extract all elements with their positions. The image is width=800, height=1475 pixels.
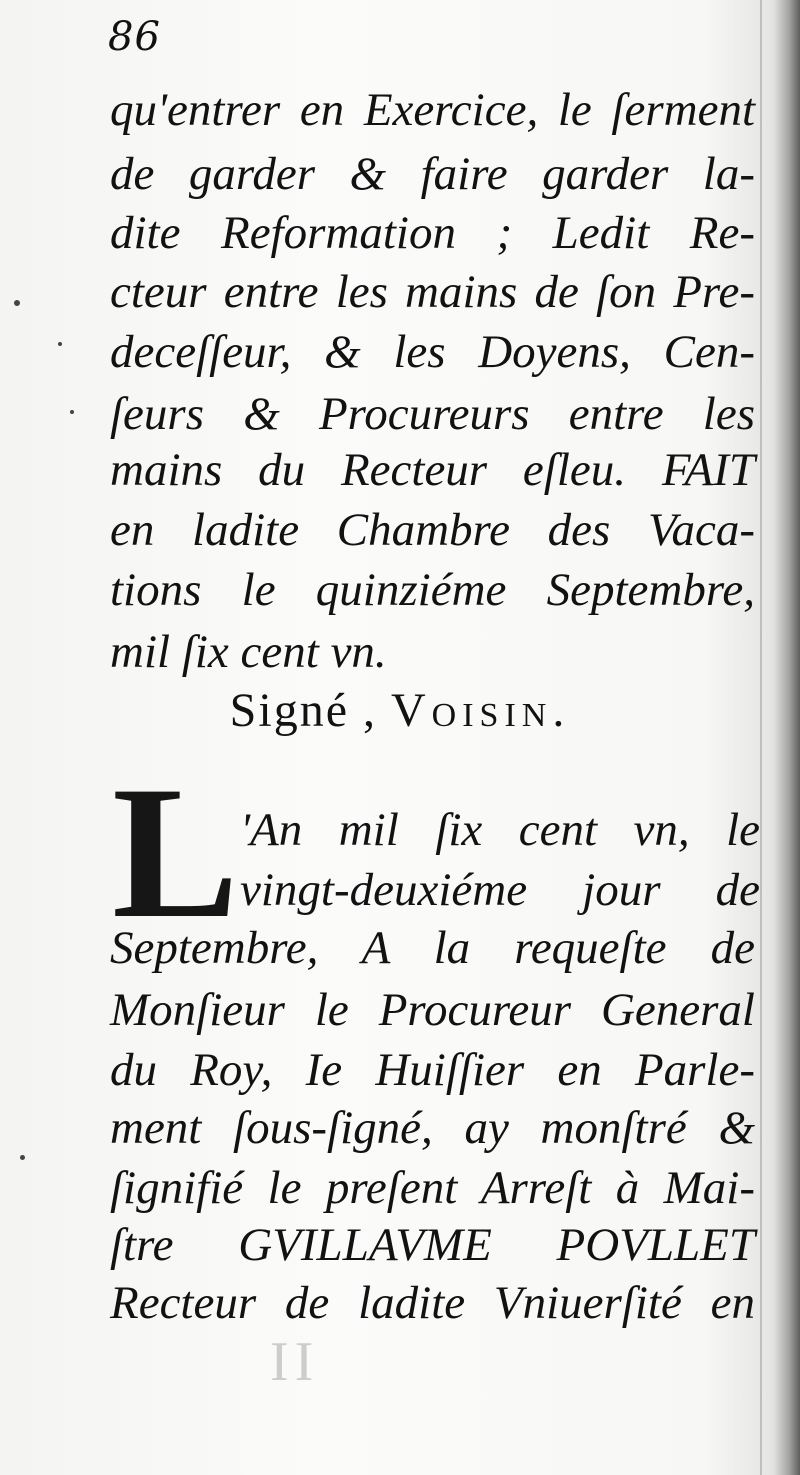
text-line: dite Reformation ; Ledit Re- — [110, 207, 755, 259]
text-line: 'An mil ſix cent vn, le — [240, 804, 760, 856]
bleed-through-text: II — [270, 1331, 320, 1393]
text-line: mains du Recteur eſleu. FAIT — [110, 444, 755, 496]
text-line: mil ſix cent vn. — [110, 626, 387, 678]
text-line: ſeurs & Procureurs entre les — [110, 388, 755, 440]
text-line: Septembre, A la requeſte de — [110, 922, 755, 974]
signature-prefix: Signé , — [229, 684, 377, 737]
ink-speck — [58, 342, 62, 346]
ink-speck — [70, 410, 74, 414]
drop-cap: L — [112, 748, 239, 958]
text-line: du Roy, Ie Huiſſier en Parle- — [110, 1044, 755, 1096]
text-line: ment ſous-ſigné, ay monſtré & — [110, 1102, 755, 1154]
text-line: de garder & faire garder la- — [110, 148, 755, 200]
text-line: tions le quinziéme Septembre, — [110, 564, 755, 616]
text-line: deceſſeur, & les Doyens, Cen- — [110, 326, 755, 378]
text-line: vingt-deuxiéme jour de — [240, 864, 760, 916]
text-line: ſtre GVILLAVME POVLLET — [110, 1219, 755, 1271]
text-line: ſignifié le preſent Arreſt à Mai- — [110, 1162, 755, 1214]
text-line: cteur entre les mains de ſon Pre- — [110, 266, 755, 318]
text-line: Recteur de ladite Vniuerſité en — [110, 1277, 755, 1329]
text-line: en ladite Chambre des Vaca- — [110, 504, 755, 556]
page-number: 86 — [108, 14, 161, 60]
ink-speck — [20, 1155, 25, 1160]
text-line: Monſieur le Procureur General — [110, 984, 755, 1036]
ink-speck — [14, 300, 20, 306]
text-line: qu'entrer en Exercice, le ſerment — [110, 84, 755, 136]
signature-name: Voisin. — [391, 684, 571, 737]
signature-line — [0, 683, 800, 738]
